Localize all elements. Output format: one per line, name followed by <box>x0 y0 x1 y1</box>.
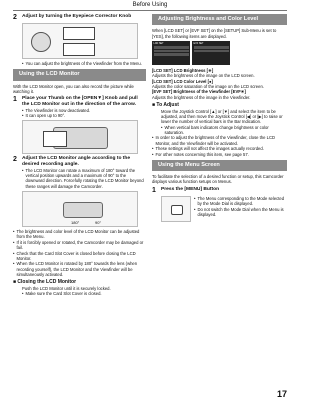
step-2-eyepiece: 2 Adjust by turning the Eyepiece Corrector Knob <box>13 14 132 21</box>
step1-note: • It can open up to 90°. <box>22 112 66 118</box>
closing-text: Push the LCD Monitor until it is securely locked. <box>22 285 111 291</box>
angle-note: • The LCD Monitor can rotate a maximum of 180° toward the vertical position upwards and a maximum of 90° to the downward direction. Forcefully rotating the LCD Monitor beyond these ranges will damage the Camcorder. <box>22 167 144 189</box>
step-2-angle: 2 Adjust the LCD Monitor angle according to the desired recording angle. <box>13 156 131 167</box>
lcd-note: • The brightness and color level of the LCD Monitor can be adjusted from the Menu. <box>13 229 140 240</box>
section-bar-menu-screen: Using the Menu Screen <box>152 160 287 171</box>
lcd-note: • When the LCD Monitor is rotated by 180° towards the lens (when recording yourself), the LCD Monitor and the Viewfinder will be simultaneously activated. <box>13 261 138 278</box>
lcd-note: • Check that the Card Slot Cover is closed before closing the LCD Monitor. <box>13 250 136 261</box>
vf-note: • You can adjust the brightness of the Viewfinder from the Menu. <box>22 61 142 66</box>
lcd-panel <box>43 131 67 147</box>
viewfinder-screen-a <box>63 27 95 40</box>
closing-note: • Make sure the Card Slot Cover is closed. <box>22 291 102 297</box>
menu-note: • Do not switch the Mode Dial when the Menu is displayed. <box>194 206 284 217</box>
page-header: Before Using <box>132 2 168 8</box>
eyepiece-knob-icon <box>31 32 51 52</box>
step1-note: • The Viewfinder is now deactivated. <box>22 107 91 113</box>
adjust-note: • These settings will not affect the images actually recorded. <box>152 146 264 152</box>
lcd-intro: With the LCD Monitor open, you can also record the picture while watching it. <box>13 83 134 94</box>
angle-label-180: 180° <box>71 219 80 225</box>
menu-intro: To facilitate the selection of a desired function or setup, this Camcorder displays various function setups on Menus. <box>152 174 284 185</box>
lcd-brightness-heading: [LCD SET] LCD Brightness [☀] <box>152 67 214 73</box>
step-1-open-lcd: 1 Place your Thumb on the [OPEN▼] Knob and pull the LCD Monitor out in the direction of the arrow. <box>13 96 138 107</box>
open-lcd-illustration <box>22 120 138 154</box>
adjust-intro: When [LCD SET] or [EVF SET] on the [SETUP] Sub-Menu is set to [YES], the following items are displayed. <box>152 28 277 39</box>
menu-note: • The Menu corresponding to the Mode selected by the Mode Dial is displayed. <box>194 195 285 207</box>
menu-button-illustration <box>161 196 191 222</box>
menu-screen-evf: EVF SET <box>192 41 230 65</box>
angle-label-90: 90° <box>95 219 102 225</box>
lcd-color-text: Adjusts the color saturation of the image on the LCD screen. <box>152 84 264 90</box>
header-rule <box>13 10 287 11</box>
evf-text: Adjusts the brightness of the image in the Viewfinder. <box>152 94 251 100</box>
to-adjust-heading: ■ To Adjust <box>152 102 179 109</box>
evf-heading: [EVF SET] Brightness of the Viewfinder [EVF☀] <box>152 89 246 95</box>
adjust-note: • For other notes concerning this item, see page 57. <box>152 151 249 157</box>
menu-button-icon <box>171 205 183 215</box>
left-column <box>13 14 146 297</box>
to-adjust-note: • When vertical bars indicators change brightness or color saturation. <box>161 124 269 136</box>
section-bar-adjusting: Adjusting Brightness and Color Level <box>152 14 287 25</box>
lcd-color-heading: [LCD SET] LCD Color Level [●] <box>152 78 213 84</box>
angle-illustration <box>22 191 138 227</box>
right-column <box>152 14 287 222</box>
to-adjust-text: Move the Joystick Control [▲] or [▼] and select the item to be adjusted, and then move the Joystick Control [◀] or [▶] to raise or lower the number of vertical bars in the Bar Indication. <box>161 108 283 125</box>
section-bar-lcd-monitor: Using the LCD Monitor <box>13 69 146 80</box>
lcd-note: • If it is forcibly opened or rotated, the Camcorder may be damaged or fail. <box>13 239 144 251</box>
angle-camcorder <box>63 202 103 218</box>
step-1-menu: 1 Press the [MENU] Button <box>152 186 220 194</box>
closing-heading: ■ Closing the LCD Monitor <box>13 279 77 286</box>
menu-screens <box>152 41 287 65</box>
viewfinder-illustration <box>22 23 138 59</box>
page-number: 17 <box>276 389 287 400</box>
lcd-brightness-text: Adjusts the brightness of the image on the LCD screen. <box>152 73 255 79</box>
viewfinder-screen-b <box>63 43 95 56</box>
adjust-note: • In order to adjust the brightness of the Viewfinder, close the LCD Monitor, and the Viewfinder will be activated. <box>152 135 276 146</box>
menu-screen-lcd: LCD SET <box>152 41 190 65</box>
